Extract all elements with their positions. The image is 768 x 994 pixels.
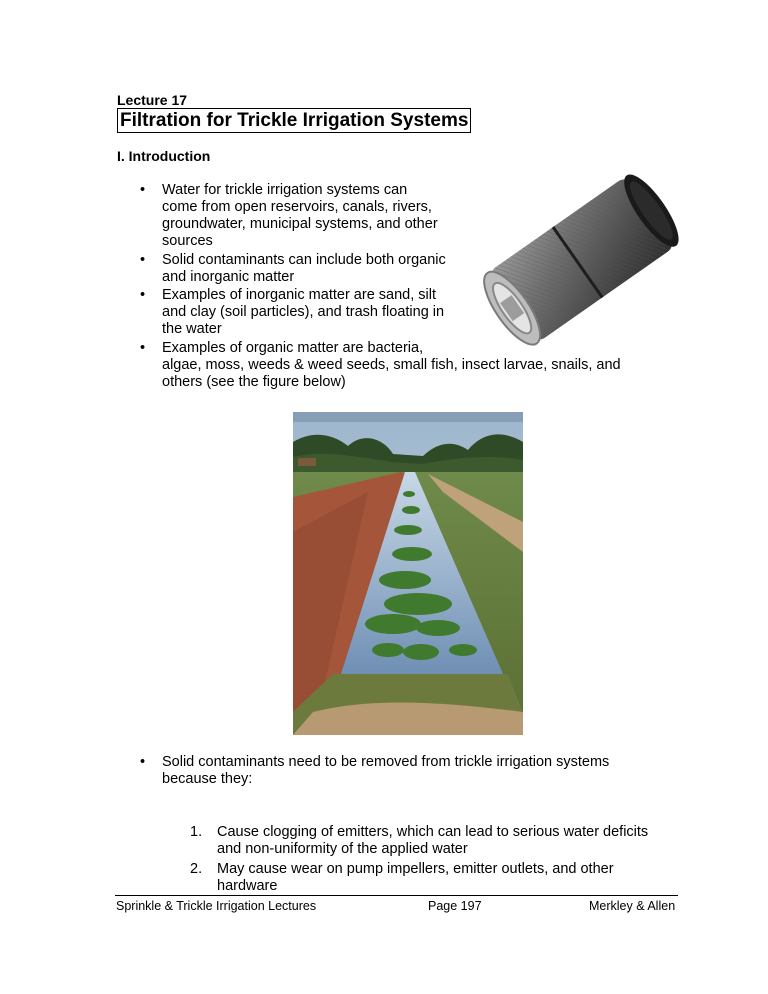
bullet-line: because they:	[162, 771, 253, 787]
list-line: hardware	[217, 878, 278, 894]
bullet-line: Solid contaminants can include both organic	[162, 252, 446, 268]
bullet-line: others (see the figure below)	[162, 374, 346, 390]
bullet-line: and clay (soil particles), and trash floating in	[162, 304, 445, 320]
footer-right: Merkley & Allen	[589, 899, 676, 913]
filter-cartridge-image	[476, 168, 688, 348]
list-item	[190, 861, 660, 895]
list-item	[190, 824, 660, 858]
bullet-icon: •	[140, 287, 146, 303]
reasons-list	[190, 824, 660, 898]
footer-divider	[115, 895, 678, 896]
bullet-line: Examples of inorganic matter are sand, silt	[162, 287, 437, 303]
section-heading: I. Introduction	[117, 148, 211, 164]
bullet-icon: •	[140, 340, 146, 356]
bullet-line: and inorganic matter	[162, 269, 295, 285]
list-number: 1.	[190, 824, 203, 840]
page-number: Page 197	[428, 899, 482, 913]
list-line: Cause clogging of emitters, which can lead to serious water deficits	[217, 824, 649, 840]
bullet-icon: •	[140, 754, 146, 770]
bullet-line: the water	[162, 321, 222, 337]
bullet-line: Water for trickle irrigation systems can	[162, 182, 408, 198]
list-line: May cause wear on pump impellers, emitter outlets, and other	[217, 861, 614, 877]
bullet-icon: •	[140, 182, 146, 198]
bullet-line: groundwater, municipal systems, and other	[162, 216, 438, 232]
footer-left: Sprinkle & Trickle Irrigation Lectures	[116, 899, 317, 913]
bullet-line: Examples of organic matter are bacteria,	[162, 340, 424, 356]
bullet-line: sources	[162, 233, 213, 249]
bullet-line: come from open reservoirs, canals, rivers,	[162, 199, 432, 215]
list-line: and non-uniformity of the applied water	[217, 841, 468, 857]
bullet-line: algae, moss, weeds & weed seeds, small fish, insect larvae, snails, and	[162, 357, 621, 373]
page-title: Filtration for Trickle Irrigation Systems	[117, 108, 471, 133]
canal-photo-image	[293, 412, 523, 735]
lecture-number: Lecture 17	[117, 92, 188, 108]
bullet-icon: •	[140, 252, 146, 268]
list-number: 2.	[190, 861, 203, 877]
bullet-line: Solid contaminants need to be removed from trickle irrigation systems	[162, 754, 610, 770]
